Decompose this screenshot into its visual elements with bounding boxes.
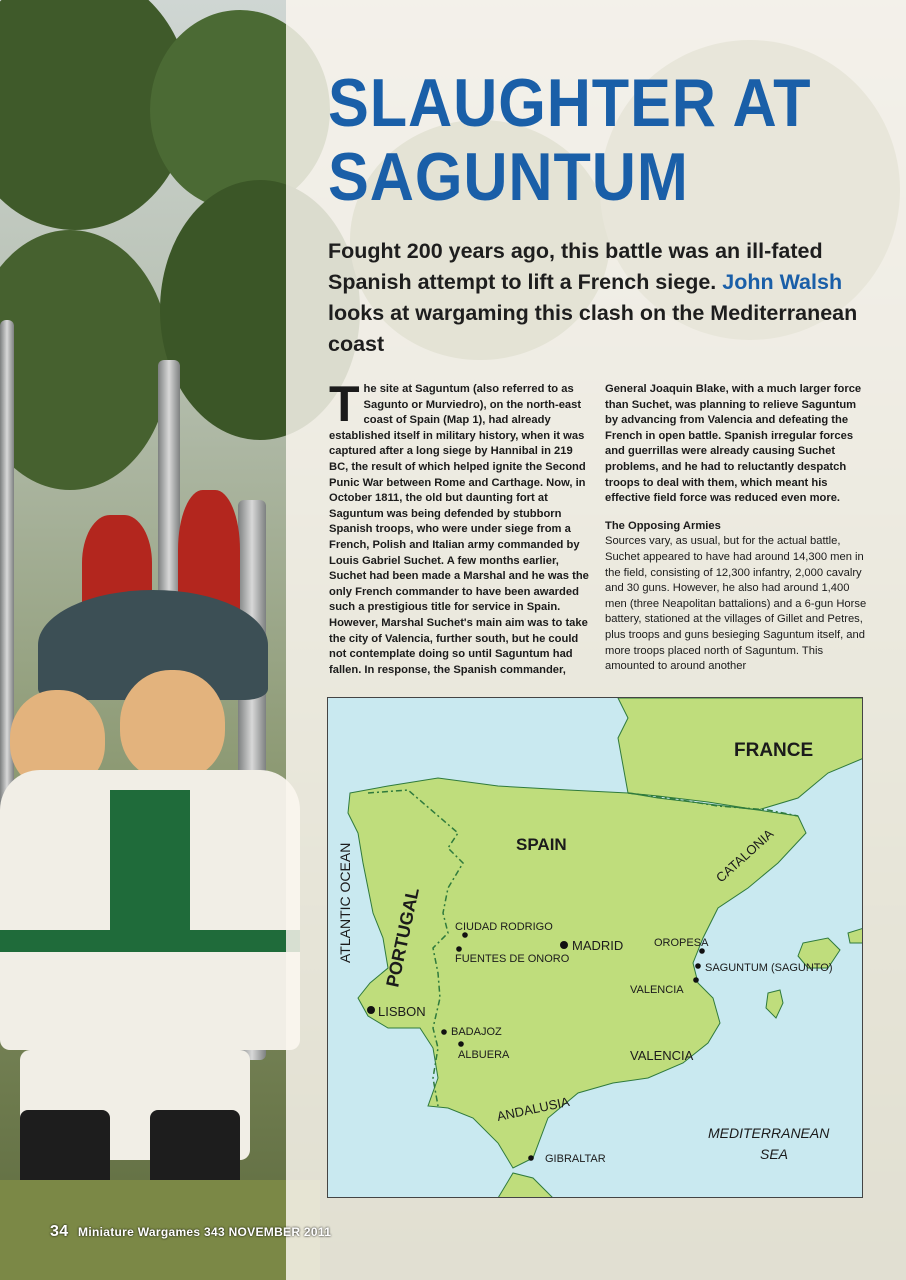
label-sea: SEA: [760, 1146, 789, 1162]
marker-lisbon: [367, 1006, 375, 1014]
marker-valencia-city: [693, 977, 699, 983]
label-valencia-region: VALENCIA: [630, 1048, 694, 1063]
marker-badajoz: [441, 1029, 447, 1035]
body-column-1: [329, 376, 589, 678]
label-saguntum: SAGUNTUM (SAGUNTO): [705, 962, 833, 974]
issue-date: NOVEMBER 2011: [228, 1225, 332, 1239]
label-andalusia: ANDALUSIA: [495, 1093, 571, 1124]
magazine-name: Miniature Wargames 343: [78, 1225, 225, 1239]
label-atlantic-ocean: ATLANTIC OCEAN: [337, 842, 353, 963]
label-catalonia: CATALONIA: [712, 826, 777, 886]
body-text: he site at Saguntum (also referred to as Sagunto or Murviedro), on the north-east coast of Spain (Map 1), had already established itself in military history, when it was captured after a long siege by Hannibal in 219 BC, the result of which helped ignite the Second Punic War between Rome and Carthage. Now, in October 1811, the old but daunting fort at Saguntum was being defended by stubborn Spanish troops, who were under siege from a French, Polish and Italian army commanded by Louis Gabriel Suchet. A few months earlier, Suchet had been made a Marshal and he was the only French commander to have been awarded such a prestigious title for service in Spain. However, Marshal Suchet's main aim was to take the city of Valencia, further south, but he could not contemplate doing so until Saguntum had fallen. In response, the Spanish commander,: [329, 383, 589, 676]
map-svg: [328, 698, 863, 1198]
label-gibraltar: GIBRALTAR: [545, 1153, 606, 1165]
map-iberia: [327, 697, 863, 1198]
marker-albuera: [458, 1041, 464, 1047]
label-oropesa: OROPESA: [654, 937, 709, 949]
marker-saguntum: [695, 963, 701, 969]
author-name: John Walsh: [722, 270, 843, 294]
article-title: SLAUGHTER AT SAGUNTUM: [328, 65, 812, 215]
page-footer: [50, 1223, 331, 1241]
label-france: FRANCE: [734, 740, 814, 761]
label-fuentes: FUENTES DE ONORO: [455, 953, 570, 965]
label-albuera: ALBUERA: [458, 1049, 510, 1061]
body-column-2: [605, 382, 867, 675]
dropcap: T: [329, 376, 360, 432]
body-text: General Joaquin Blake, with a much larger force than Suchet, was planning to relieve Saguntum by advancing from Valencia and defeating the French in open battle. Spanish irregular forces and guerrillas were already causing Suchet problems, and he had to reluctantly despatch troops to deal with them, which meant his effective field force was reduced even more.: [605, 383, 862, 505]
marker-oropesa: [699, 948, 705, 954]
label-mediterranean: MEDITERRANEAN: [708, 1125, 830, 1141]
marker-madrid: [560, 941, 568, 949]
label-spain: SPAIN: [516, 835, 567, 854]
page-number: 34: [50, 1223, 69, 1240]
label-lisbon: LISBON: [378, 1004, 426, 1019]
marker-ciudad-rodrigo: [462, 932, 468, 938]
marker-fuentes: [456, 946, 462, 952]
body-text: Sources vary, as usual, but for the actual battle, Suchet appeared to have had around 14,300 men in the field, consisting of 12,300 infantry, 2,000 cavalry and 30 guns. However, he also had around 1,400 men (three Neapolitan battalions) and a 6-gun Horse battery, stationed at the villages of Gillet and Petres, plus troops and guns besieging Saguntum itself, and more troops placed north of Saguntum. This amounted to around another: [605, 535, 867, 673]
label-madrid: MADRID: [572, 938, 624, 953]
label-portugal: PORTUGAL: [382, 885, 423, 989]
label-valencia-city: VALENCIA: [630, 984, 684, 996]
subheading: The Opposing Armies: [605, 519, 721, 532]
label-badajoz: BADAJOZ: [451, 1026, 502, 1038]
standfirst: Fought 200 years ago, this battle was an ill-fated Spanish attempt to lift a French siege. John Walsh looks at wargaming this clash on the Mediterranean coast: [328, 239, 858, 356]
marker-gibraltar: [528, 1155, 534, 1161]
label-ciudad-rodrigo: CIUDAD RODRIGO: [455, 921, 553, 933]
